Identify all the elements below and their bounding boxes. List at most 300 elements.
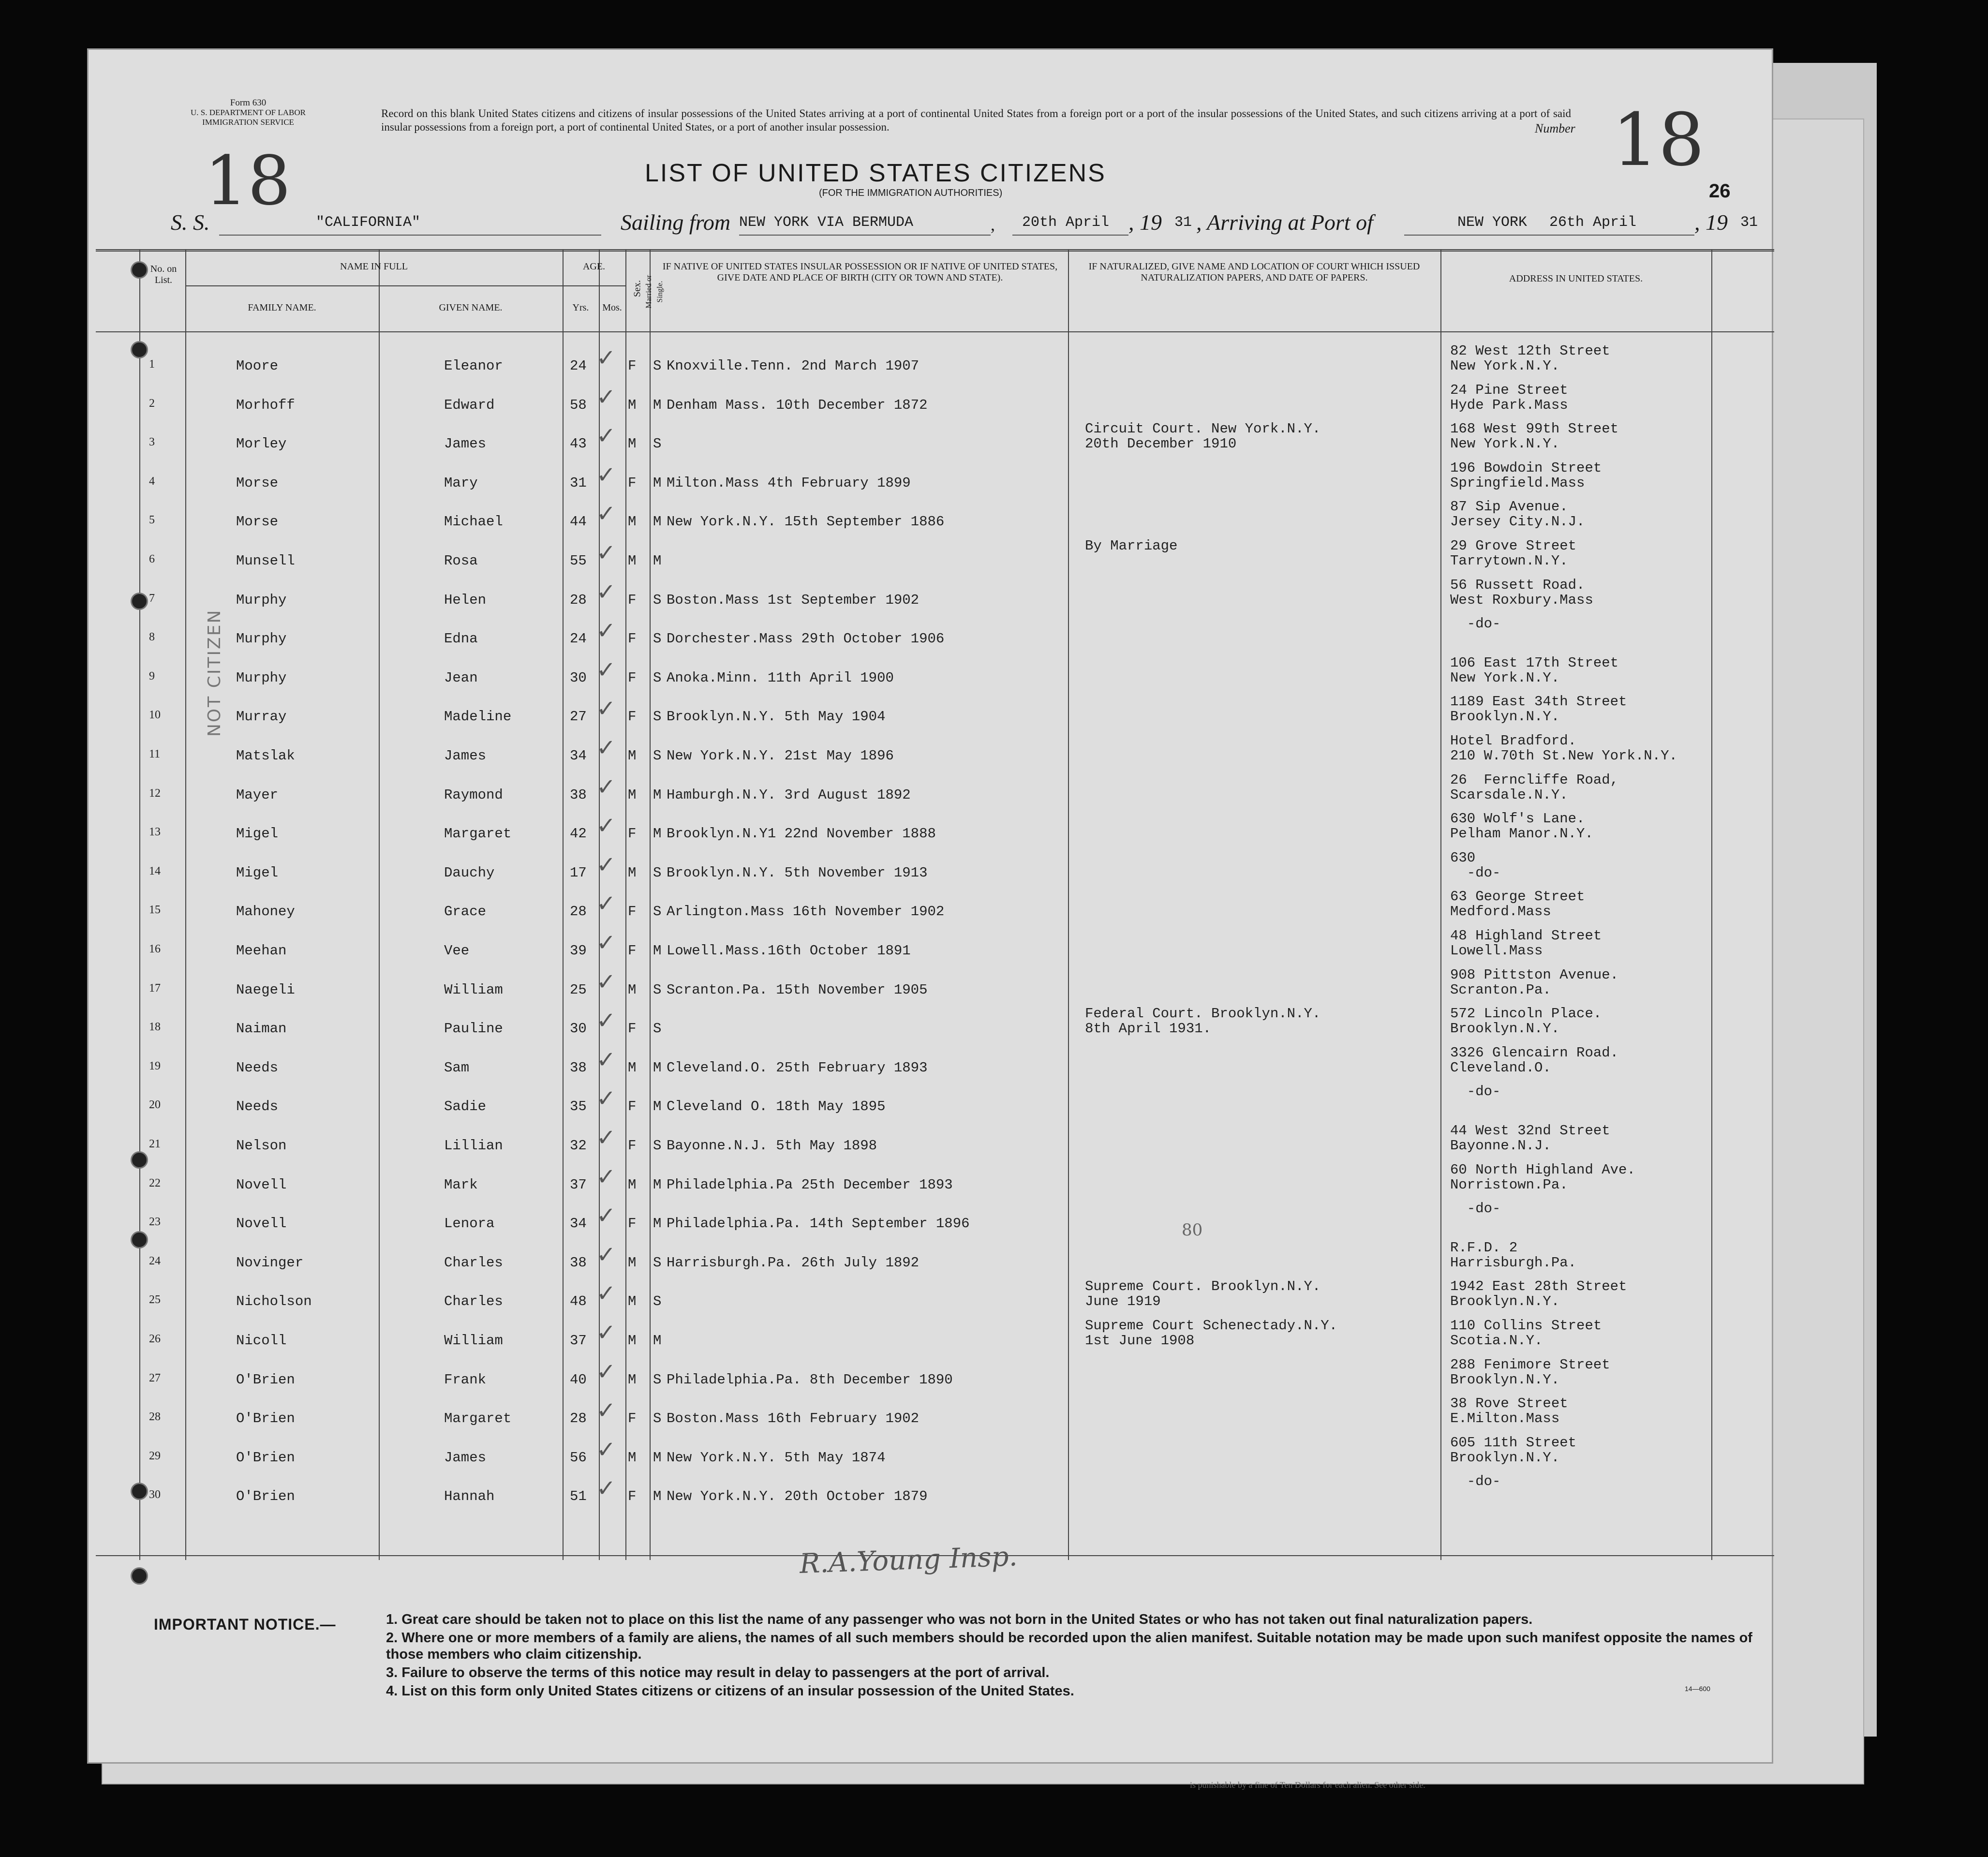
binding-hole bbox=[131, 341, 148, 358]
birth-place-date: Cleveland.O. 25th February 1893 bbox=[667, 1059, 928, 1076]
age-years: 17 bbox=[570, 864, 587, 881]
family-name: Matslak bbox=[236, 748, 295, 764]
age-years: 38 bbox=[570, 787, 587, 803]
address: 29 Grove Street Tarrytown.N.Y. bbox=[1450, 538, 1577, 569]
given-name: Rosa bbox=[444, 553, 478, 569]
department: U. S. DEPARTMENT OF LABOR bbox=[191, 108, 306, 117]
row-number: 14 bbox=[149, 864, 161, 877]
birth-place-date: New York.N.Y. 21st May 1896 bbox=[667, 748, 894, 764]
marital-status: M bbox=[653, 514, 662, 530]
given-name: Edna bbox=[444, 631, 478, 647]
given-name: Jean bbox=[444, 669, 478, 686]
form-instructions: Record on this blank United States citizens and citizens of insular possessions of the United States arriving at a port of continental United States from a foreign port or a port of the insular possessions of the United States, and such citizens arriving at a port of said insular possessions from a foreign port, a port of continental United States, or a port of another insular possession. bbox=[381, 107, 1571, 133]
birth-place-date: Brooklyn.N.Y. 5th November 1913 bbox=[667, 864, 928, 881]
row-number: 6 bbox=[149, 553, 155, 565]
age-years: 38 bbox=[570, 1059, 587, 1076]
age-years: 32 bbox=[570, 1138, 587, 1154]
arriving-year: 31 bbox=[1740, 214, 1758, 231]
birth-place-date: Philadelphia.Pa 25th December 1893 bbox=[667, 1176, 953, 1193]
address: 630 -do- bbox=[1450, 849, 1501, 881]
address: -do- bbox=[1450, 1473, 1501, 1490]
birth-place-date: Brooklyn.N.Y. 5th May 1904 bbox=[667, 709, 886, 725]
sex: F bbox=[628, 358, 637, 374]
marital-status: M bbox=[653, 1176, 662, 1193]
address: 908 Pittston Avenue. Scranton.Pa. bbox=[1450, 966, 1619, 998]
family-name: Migel bbox=[236, 826, 279, 842]
address: 196 Bowdoin Street Springfield.Mass bbox=[1450, 460, 1602, 491]
age-years: 37 bbox=[570, 1176, 587, 1193]
row-number: 17 bbox=[149, 981, 161, 995]
naturalization: Federal Court. Brooklyn.N.Y. 8th April 1931. bbox=[1085, 1006, 1321, 1037]
age-years: 27 bbox=[570, 709, 587, 725]
row-number: 24 bbox=[149, 1254, 161, 1267]
row-number: 3 bbox=[149, 436, 155, 449]
check-mark-icon: ✓ bbox=[596, 1436, 616, 1463]
family-name: Morse bbox=[236, 514, 279, 530]
birth-place-date: New York.N.Y. 15th September 1886 bbox=[667, 514, 945, 530]
given-name: Lillian bbox=[444, 1138, 503, 1154]
header-sex: Sex. bbox=[632, 280, 643, 297]
row-number: 1 bbox=[149, 358, 155, 371]
given-name: Margaret bbox=[444, 1411, 512, 1427]
check-mark-icon: ✓ bbox=[596, 500, 616, 528]
family-name: Morley bbox=[236, 436, 287, 452]
check-mark-icon: ✓ bbox=[596, 422, 616, 450]
family-name: Novell bbox=[236, 1176, 287, 1193]
sex: M bbox=[628, 436, 637, 452]
check-mark-icon: ✓ bbox=[596, 1280, 616, 1307]
check-mark-icon: ✓ bbox=[596, 1475, 616, 1502]
binding-hole bbox=[131, 1483, 148, 1500]
birth-place-date: Hamburgh.N.Y. 3rd August 1892 bbox=[667, 787, 911, 803]
marital-status: S bbox=[653, 748, 662, 764]
birth-place-date: Milton.Mass 4th February 1899 bbox=[667, 475, 911, 491]
sex: F bbox=[628, 904, 637, 920]
sex: M bbox=[628, 981, 637, 998]
family-name: Morhoff bbox=[236, 397, 295, 413]
address: -do- bbox=[1450, 1084, 1501, 1100]
header-given-name: GIVEN NAME. bbox=[439, 302, 503, 313]
sex: M bbox=[628, 1176, 637, 1193]
birth-place-date: New York.N.Y. 20th October 1879 bbox=[667, 1488, 928, 1505]
check-mark-icon: ✓ bbox=[596, 1046, 616, 1073]
row-number: 26 bbox=[149, 1333, 161, 1345]
birth-place-date: Bayonne.N.J. 5th May 1898 bbox=[667, 1138, 877, 1154]
marital-status: S bbox=[653, 981, 662, 998]
marital-status: S bbox=[653, 1371, 662, 1388]
address: 38 Rove Street E.Milton.Mass bbox=[1450, 1396, 1568, 1427]
age-years: 28 bbox=[570, 904, 587, 920]
row-number: 16 bbox=[149, 943, 161, 955]
row-number: 29 bbox=[149, 1449, 161, 1462]
marital-status: S bbox=[653, 709, 662, 725]
age-years: 24 bbox=[570, 631, 587, 647]
notice-item-3: 3. Failure to observe the terms of this notice may result in delay to passengers at the port of arrival. bbox=[386, 1665, 1050, 1680]
row-number: 22 bbox=[149, 1176, 161, 1189]
marital-status: S bbox=[653, 436, 662, 452]
binding-hole bbox=[131, 1567, 148, 1585]
family-name: O'Brien bbox=[236, 1411, 295, 1427]
birth-place-date: Scranton.Pa. 15th November 1905 bbox=[667, 981, 928, 998]
age-years: 48 bbox=[570, 1293, 587, 1310]
marital-status: S bbox=[653, 1293, 662, 1310]
binding-hole bbox=[131, 593, 148, 610]
row-number: 12 bbox=[149, 787, 161, 800]
address: 87 Sip Avenue. Jersey City.N.J. bbox=[1450, 499, 1585, 530]
notice-item-2: 2. Where one or more members of a family are aliens, the names of all such members should be recorded upon the alien manifest. Suitable notation may be made upon such manifest opposite the names of those members who claim citizenship. bbox=[386, 1630, 1752, 1662]
table-row bbox=[96, 1161, 1774, 1210]
family-name: O'Brien bbox=[236, 1488, 295, 1505]
check-mark-icon: ✓ bbox=[596, 812, 616, 840]
given-name: Mark bbox=[444, 1176, 478, 1193]
given-name: Lenora bbox=[444, 1216, 495, 1232]
address: 60 North Highland Ave. Norristown.Pa. bbox=[1450, 1161, 1635, 1193]
sex: M bbox=[628, 397, 637, 413]
header-married: Married or Single. bbox=[645, 275, 664, 309]
given-name: Michael bbox=[444, 514, 503, 530]
check-mark-icon: ✓ bbox=[596, 656, 616, 683]
sex: M bbox=[628, 514, 637, 530]
row-number: 7 bbox=[149, 592, 155, 605]
address: Hotel Bradford. 210 W.70th St.New York.N.Y. bbox=[1450, 733, 1677, 764]
sex: M bbox=[628, 787, 637, 803]
check-mark-icon: ✓ bbox=[596, 1202, 616, 1230]
page-title: LIST OF UNITED STATES CITIZENS bbox=[645, 159, 1106, 187]
marital-status: S bbox=[653, 904, 662, 920]
age-years: 24 bbox=[570, 358, 587, 374]
sex: F bbox=[628, 592, 637, 608]
given-name: Grace bbox=[444, 904, 487, 920]
given-name: Madeline bbox=[444, 709, 512, 725]
row-number: 21 bbox=[149, 1138, 161, 1150]
family-name: Naiman bbox=[236, 1021, 287, 1037]
address: 110 Collins Street Scotia.N.Y. bbox=[1450, 1318, 1602, 1349]
manifest-page: Form 630 U. S. DEPARTMENT OF LABOR IMMIGRATION SERVICE Record on this blank United States citizens and citizens of insular possessions of the United States arriving at a port of continental United States from a foreign port or a port of the insular possessions of the United States, and such citizens arriving at a port of said insular possessions from a foreign port, a port of continental United States, or a port of another insular possession. Number 18 18 LIST OF UNITED STATES CITIZENS (FOR THE IMMIGRATION AUTHORITIES) 26 S. S. "CALIFORNIA" Sailing from NEW YORK VIA BERMUDA , 20th April , 19 31 , Arriving at Port of NEW YORK 26th April , 19 31 No. on List. NAME IN FULL FAMILY NAME. GIVEN NAME. AGE. Yrs. Mos. Sex. Married or Single. IF NATIVE OF UNITED STATES INSULAR POSSESSION OR IF NATIVE OF UNITED STATES, GIVE DATE AND PLACE OF BIRTH (CITY OR TOWN AND STATE). IF NATURALIZED, GIVE NAME AND LOCATION OF COURT WHICH ISSUED NATURALIZATION PAPERS, AND DATE OF PAPERS. ADDRESS IN UNITED STATES. 1 Moore Eleanor 24 F S Knoxville.Tenn. 2nd March 1907 82 West 12th Street New York.N.Y. ✓ 2 Morhoff Edward 58 M M Denham Mass. 10th December 1872 24 Pine Street Hyde Park.Mass ✓ 3 Morley James 43 M S Circuit Court. New York.N.Y. 20th December 1910 168 West 99th Street New York.N.Y. ✓ 4 Morse Mary 31 F M Milton.Mass 4th February 1899 196 Bowdoin Street Springfield.Mass ✓ 5 Morse Michael 44 M M New York.N.Y. 15th September 1886 87 Sip Avenue. Jersey City.N.J. ✓ 6 Munsell Rosa 55 M M By Marriage 29 Grove Street Tarrytown.N.Y. ✓ 7 Murphy Helen 28 F S Boston.Mass 1st September 1902 56 Russett Road. West Roxbury.Mass ✓ 8 Murphy Edna 24 F S Dorchester.Mass 29th October 1906 -do- ✓ 9 Murphy Jean 30 F S Anoka.Minn. 11th April 1900 106 East 17th Street New York.N.Y. ✓ 10 Murray Madeline 27 F S Brooklyn.N.Y. 5th May 1904 1189 East 34th Street Brooklyn.N.Y. ✓ 11 Matslak James 34 M S New York.N.Y. 21st May 1896 Hotel Bradford. 210 W.70th St.New York.N.Y. ✓ 12 Mayer Raymond 38 M M Hamburgh.N.Y. 3rd August 1892 26 Ferncliffe Road, Scarsdale.N.Y. ✓ 13 Migel Margaret 42 F M Brooklyn.N.Y1 22nd November 1888 630 Wolf's Lane. Pelham Manor.N.Y. ✓ 14 Migel Dauchy 17 M S Brooklyn.N.Y. 5th November 1913 630 -do- ✓ 15 Mahoney Grace 28 F S Arlington.Mass 16th November 1902 63 George Street Medford.Mass ✓ 16 Meehan Vee 39 F M Lowell.Mass.16th October 1891 48 Highland Street Lowell.Mass ✓ 17 Naegeli William 25 M S Scranton.Pa. 15th November 1905 908 Pittston Avenue. Scranton.Pa. ✓ 18 Naiman Pauline 30 F S Federal Court. Brooklyn.N.Y. 8th April 1931. 572 Lincoln Place. Brooklyn.N.Y. ✓ 19 Needs Sam 38 M M Cleveland.O. 25th February 1893 3326 Glencairn Road. Cleveland.O. ✓ 20 Needs Sadie 35 F M Cleveland O. 18th May 1895 -do- ✓ 21 Nelson Lillian 32 F S Bayonne.N.J. 5th May 1898 44 West 32nd Street Bayonne.N.J. ✓ 22 Novell Mark 37 M M Philadelphia.Pa 25th December 1893 60 North Highland Ave. Norristown.Pa. ✓ 23 Novell Lenora 34 F M Philadelphia.Pa. 14th September 1896 -do- ✓ 24 Novinger Charles 38 M S Harrisburgh.Pa. 26th July 1892 R.F.D. 2 Harrisburgh.Pa. ✓ 25 Nicholson Charles 48 M S Supreme Court. Brooklyn.N.Y. June 1919 1942 East 28th Street Brooklyn.N.Y. ✓ 26 Nicoll William 37 M M Supreme Court Schenectady.N.Y. 1st June 1908 110 Collins Street Scotia.N.Y. ✓ 27 O'Brien Frank 40 M S Philadelphia.Pa. 8th December 1890 288 Fenimore Street Brooklyn.N.Y. ✓ 28 O'Brien Margaret 28 F S Boston.Mass 16th February 1902 38 Rove Street E.Milton.Mass ✓ 29 O'Brien James 56 M M New York.N.Y. 5th May 1874 605 11th Street Brooklyn.N.Y. ✓ 30 O'Brien Hannah 51 F M New York.N.Y. 20th October 1879 -do- ✓ NOT CITIZEN 80 R.A.Young Insp. IMPORTANT NOTICE.— 1. Great care should be taken not to place on this list the name of any passenger who was not born in the United States or who has not taken out final naturalization papers. 2. Where one or more members of a family are aliens, the names of all such members should be recorded upon the alien manifest. Suitable notation may be made upon such manifest opposite the names of those members who claim citizenship. 3. Failure to observe the terms of this notice may result in delay to passengers at the port of arrival. 4. List on this form only United States citizens or citizens of an insular possession of the United States. 14—600 bbox=[87, 48, 1773, 1764]
row-number: 2 bbox=[149, 397, 155, 410]
family-name: Murray bbox=[236, 709, 287, 725]
birth-place-date: Boston.Mass 16th February 1902 bbox=[667, 1411, 920, 1427]
family-name: Mahoney bbox=[236, 904, 295, 920]
family-name: Nelson bbox=[236, 1138, 287, 1154]
row-number: 18 bbox=[149, 1021, 161, 1034]
check-mark-icon: ✓ bbox=[596, 1124, 616, 1151]
check-mark-icon: ✓ bbox=[596, 968, 616, 995]
sex: M bbox=[628, 1371, 637, 1388]
sex: F bbox=[628, 1099, 637, 1115]
form-code: 14—600 bbox=[1685, 1685, 1710, 1693]
given-name: James bbox=[444, 436, 487, 452]
family-name: Morse bbox=[236, 475, 279, 491]
check-mark-icon: ✓ bbox=[596, 1085, 616, 1113]
row-number: 27 bbox=[149, 1371, 161, 1384]
sailing-date: 20th April bbox=[1022, 214, 1110, 231]
sailing-year-prefix: 19 bbox=[1140, 210, 1162, 235]
age-years: 28 bbox=[570, 592, 587, 608]
given-name: Sam bbox=[444, 1059, 470, 1076]
passenger-table bbox=[96, 249, 1774, 1560]
header-native: IF NATIVE OF UNITED STATES INSULAR POSSESSION OR IF NATIVE OF UNITED STATES, GIVE DATE AND PLACE OF BIRTH (CITY OR TOWN AND STATE). bbox=[662, 261, 1058, 283]
list-number: 18 bbox=[1612, 98, 1705, 182]
family-name: Novinger bbox=[236, 1254, 304, 1271]
notice-item-1: 1. Great care should be taken not to place on this list the name of any passenger who was not born in the United States or who has not taken out final naturalization papers. bbox=[386, 1612, 1533, 1627]
given-name: Helen bbox=[444, 592, 487, 608]
header-address: ADDRESS IN UNITED STATES. bbox=[1509, 273, 1643, 284]
header-age: AGE. bbox=[582, 261, 606, 272]
marital-status: S bbox=[653, 1138, 662, 1154]
age-years: 30 bbox=[570, 1021, 587, 1037]
address: 1189 East 34th Street Brooklyn.N.Y. bbox=[1450, 694, 1627, 725]
notice-heading: IMPORTANT NOTICE.— bbox=[154, 1616, 336, 1633]
check-mark-icon: ✓ bbox=[596, 461, 616, 489]
marital-status: M bbox=[653, 943, 662, 959]
sex: F bbox=[628, 475, 637, 491]
birth-place-date: Philadelphia.Pa. 8th December 1890 bbox=[667, 1371, 953, 1388]
family-name: Novell bbox=[236, 1216, 287, 1232]
age-years: 37 bbox=[570, 1333, 587, 1349]
family-name: Nicholson bbox=[236, 1293, 312, 1310]
given-name: Edward bbox=[444, 397, 495, 413]
check-mark-icon: ✓ bbox=[596, 1397, 616, 1425]
check-mark-icon: ✓ bbox=[596, 1163, 616, 1190]
address: 82 West 12th Street New York.N.Y. bbox=[1450, 343, 1610, 374]
check-mark-icon: ✓ bbox=[596, 578, 616, 606]
given-name: Charles bbox=[444, 1254, 503, 1271]
address: -do- bbox=[1450, 1201, 1501, 1217]
age-years: 58 bbox=[570, 397, 587, 413]
sex: F bbox=[628, 669, 637, 686]
sex: M bbox=[628, 748, 637, 764]
address: 168 West 99th Street New York.N.Y. bbox=[1450, 421, 1619, 452]
birth-place-date: Cleveland O. 18th May 1895 bbox=[667, 1099, 886, 1115]
address: 56 Russett Road. West Roxbury.Mass bbox=[1450, 577, 1593, 608]
margin-stamp: NOT CITIZEN bbox=[205, 609, 224, 737]
given-name: James bbox=[444, 1449, 487, 1466]
address: 288 Fenimore Street Brooklyn.N.Y. bbox=[1450, 1356, 1610, 1388]
row-number: 15 bbox=[149, 904, 161, 917]
marital-status: S bbox=[653, 1021, 662, 1037]
check-mark-icon: ✓ bbox=[596, 1319, 616, 1346]
row-number: 25 bbox=[149, 1293, 161, 1307]
family-name: Murphy bbox=[236, 669, 287, 686]
notice-item-4: 4. List on this form only United States citizens or citizens of an insular possession of the United States. bbox=[386, 1683, 1074, 1699]
row-number: 4 bbox=[149, 475, 155, 488]
family-name: Naegeli bbox=[236, 981, 295, 998]
sailing-label: Sailing from bbox=[621, 210, 731, 235]
age-years: 51 bbox=[570, 1488, 587, 1505]
table-row bbox=[96, 811, 1774, 859]
check-mark-icon: ✓ bbox=[596, 383, 616, 411]
address: 44 West 32nd Street Bayonne.N.J. bbox=[1450, 1123, 1610, 1154]
check-mark-icon: ✓ bbox=[596, 539, 616, 566]
birth-place-date: Knoxville.Tenn. 2nd March 1907 bbox=[667, 358, 920, 374]
family-name: Moore bbox=[236, 358, 279, 374]
table-row bbox=[96, 1473, 1774, 1521]
sex: F bbox=[628, 943, 637, 959]
given-name: Dauchy bbox=[444, 864, 495, 881]
sex: M bbox=[628, 1254, 637, 1271]
ss-label: S. S. bbox=[171, 210, 210, 235]
inspector-signature: R.A.Young Insp. bbox=[799, 1541, 1018, 1580]
naturalization: By Marriage bbox=[1085, 538, 1178, 554]
binding-hole bbox=[131, 1231, 148, 1248]
marital-status: M bbox=[653, 1333, 662, 1349]
sex: M bbox=[628, 1449, 637, 1466]
address: 24 Pine Street Hyde Park.Mass bbox=[1450, 382, 1568, 413]
check-mark-icon: ✓ bbox=[596, 773, 616, 801]
address: 63 George Street Medford.Mass bbox=[1450, 889, 1585, 920]
address: -do- bbox=[1450, 616, 1501, 632]
sex: M bbox=[628, 1059, 637, 1076]
page-number: 26 bbox=[1709, 180, 1731, 202]
age-years: 31 bbox=[570, 475, 587, 491]
marital-status: M bbox=[653, 475, 662, 491]
list-number-left: 18 bbox=[205, 142, 291, 221]
age-years: 40 bbox=[570, 1371, 587, 1388]
family-name: Migel bbox=[236, 864, 279, 881]
naturalization: Circuit Court. New York.N.Y. 20th December 1910 bbox=[1085, 421, 1321, 452]
row-number: 20 bbox=[149, 1099, 161, 1112]
sex: F bbox=[628, 1216, 637, 1232]
ship-name: "CALIFORNIA" bbox=[316, 214, 421, 231]
given-name: Mary bbox=[444, 475, 478, 491]
marital-status: M bbox=[653, 787, 662, 803]
row-number: 30 bbox=[149, 1488, 161, 1501]
address: 630 Wolf's Lane. Pelham Manor.N.Y. bbox=[1450, 811, 1593, 842]
check-mark-icon: ✓ bbox=[596, 929, 616, 956]
given-name: Margaret bbox=[444, 826, 512, 842]
sex: F bbox=[628, 826, 637, 842]
binding-hole bbox=[131, 1151, 148, 1169]
marital-status: M bbox=[653, 826, 662, 842]
birth-place-date: Dorchester.Mass 29th October 1906 bbox=[667, 631, 945, 647]
age-years: 34 bbox=[570, 748, 587, 764]
given-name: Pauline bbox=[444, 1021, 503, 1037]
family-name: Meehan bbox=[236, 943, 287, 959]
sex: M bbox=[628, 553, 637, 569]
arriving-year-prefix: 19 bbox=[1706, 210, 1728, 235]
header-naturalized: IF NATURALIZED, GIVE NAME AND LOCATION OF COURT WHICH ISSUED NATURALIZATION PAPERS, AND DATE OF PAPERS. bbox=[1088, 261, 1420, 283]
check-mark-icon: ✓ bbox=[596, 890, 616, 918]
row-number: 9 bbox=[149, 669, 155, 683]
marital-status: M bbox=[653, 1099, 662, 1115]
page-subtitle: (FOR THE IMMIGRATION AUTHORITIES) bbox=[819, 188, 1003, 198]
given-name: Hannah bbox=[444, 1488, 495, 1505]
given-name: Frank bbox=[444, 1371, 487, 1388]
check-mark-icon: ✓ bbox=[596, 617, 616, 645]
birth-place-date: Arlington.Mass 16th November 1902 bbox=[667, 904, 945, 920]
check-mark-icon: ✓ bbox=[596, 1007, 616, 1035]
birth-place-date: Boston.Mass 1st September 1902 bbox=[667, 592, 920, 608]
family-name: Munsell bbox=[236, 553, 295, 569]
age-years: 28 bbox=[570, 1411, 587, 1427]
sex: M bbox=[628, 864, 637, 881]
marital-status: S bbox=[653, 631, 662, 647]
age-years: 42 bbox=[570, 826, 587, 842]
sex: M bbox=[628, 1333, 637, 1349]
header-mos: Mos. bbox=[602, 302, 622, 313]
marital-status: S bbox=[653, 1411, 662, 1427]
given-name: James bbox=[444, 748, 487, 764]
marital-status: S bbox=[653, 669, 662, 686]
arriving-port: NEW YORK bbox=[1457, 214, 1528, 231]
check-mark-icon: ✓ bbox=[596, 695, 616, 723]
marital-status: S bbox=[653, 592, 662, 608]
header-yrs: Yrs. bbox=[572, 302, 589, 313]
arriving-date: 26th April bbox=[1549, 214, 1637, 231]
age-years: 38 bbox=[570, 1254, 587, 1271]
age-years: 35 bbox=[570, 1099, 587, 1115]
address: 26 Ferncliffe Road, Scarsdale.N.Y. bbox=[1450, 772, 1619, 803]
marital-status: S bbox=[653, 1254, 662, 1271]
age-years: 34 bbox=[570, 1216, 587, 1232]
service: IMMIGRATION SERVICE bbox=[202, 118, 294, 127]
header-family-name: FAMILY NAME. bbox=[248, 302, 316, 313]
family-name: Nicoll bbox=[236, 1333, 287, 1349]
table-row bbox=[96, 1044, 1774, 1093]
sex: F bbox=[628, 1488, 637, 1505]
sex: F bbox=[628, 1411, 637, 1427]
birth-place-date: New York.N.Y. 5th May 1874 bbox=[667, 1449, 886, 1466]
given-name: William bbox=[444, 1333, 503, 1349]
table-row bbox=[96, 577, 1774, 625]
address: 605 11th Street Brooklyn.N.Y. bbox=[1450, 1434, 1577, 1466]
address: 3326 Glencairn Road. Cleveland.O. bbox=[1450, 1044, 1619, 1076]
given-name: Raymond bbox=[444, 787, 503, 803]
birth-place-date: Philadelphia.Pa. 14th September 1896 bbox=[667, 1216, 970, 1232]
given-name: Eleanor bbox=[444, 358, 503, 374]
sex: M bbox=[628, 1293, 637, 1310]
row-number: 8 bbox=[149, 631, 155, 644]
marital-status: M bbox=[653, 1488, 662, 1505]
address: 48 Highland Street Lowell.Mass bbox=[1450, 928, 1602, 959]
check-mark-icon: ✓ bbox=[596, 344, 616, 371]
check-mark-icon: ✓ bbox=[596, 734, 616, 761]
address: 106 East 17th Street New York.N.Y. bbox=[1450, 654, 1619, 686]
family-name: O'Brien bbox=[236, 1371, 295, 1388]
number-label: Number bbox=[1535, 121, 1575, 135]
sex: F bbox=[628, 709, 637, 725]
family-name: Murphy bbox=[236, 592, 287, 608]
row-number: 5 bbox=[149, 514, 155, 527]
birth-place-date: Brooklyn.N.Y1 22nd November 1888 bbox=[667, 826, 936, 842]
birth-place-date: Denham Mass. 10th December 1872 bbox=[667, 397, 928, 413]
header-name-in-full: NAME IN FULL bbox=[340, 261, 408, 272]
birth-place-date: Anoka.Minn. 11th April 1900 bbox=[667, 669, 894, 686]
birth-place-date: Harrisburgh.Pa. 26th July 1892 bbox=[667, 1254, 920, 1271]
marital-status: S bbox=[653, 864, 662, 881]
family-name: Murphy bbox=[236, 631, 287, 647]
family-name: O'Brien bbox=[236, 1449, 295, 1466]
given-name: William bbox=[444, 981, 503, 998]
age-years: 30 bbox=[570, 669, 587, 686]
family-name: Needs bbox=[236, 1099, 279, 1115]
sailing-from: NEW YORK VIA BERMUDA bbox=[739, 214, 914, 231]
row-number: 13 bbox=[149, 826, 161, 839]
row-number: 28 bbox=[149, 1411, 161, 1424]
sex: F bbox=[628, 1021, 637, 1037]
row-number: 19 bbox=[149, 1059, 161, 1072]
check-mark-icon: ✓ bbox=[596, 1241, 616, 1268]
sailing-year: 31 bbox=[1174, 214, 1192, 231]
check-mark-icon: ✓ bbox=[596, 851, 616, 878]
address: 1942 East 28th Street Brooklyn.N.Y. bbox=[1450, 1278, 1627, 1310]
marital-status: M bbox=[653, 397, 662, 413]
given-name: Sadie bbox=[444, 1099, 487, 1115]
family-name: Needs bbox=[236, 1059, 279, 1076]
row-number: 11 bbox=[149, 748, 161, 760]
row-number: 10 bbox=[149, 709, 161, 722]
given-name: Vee bbox=[444, 943, 470, 959]
